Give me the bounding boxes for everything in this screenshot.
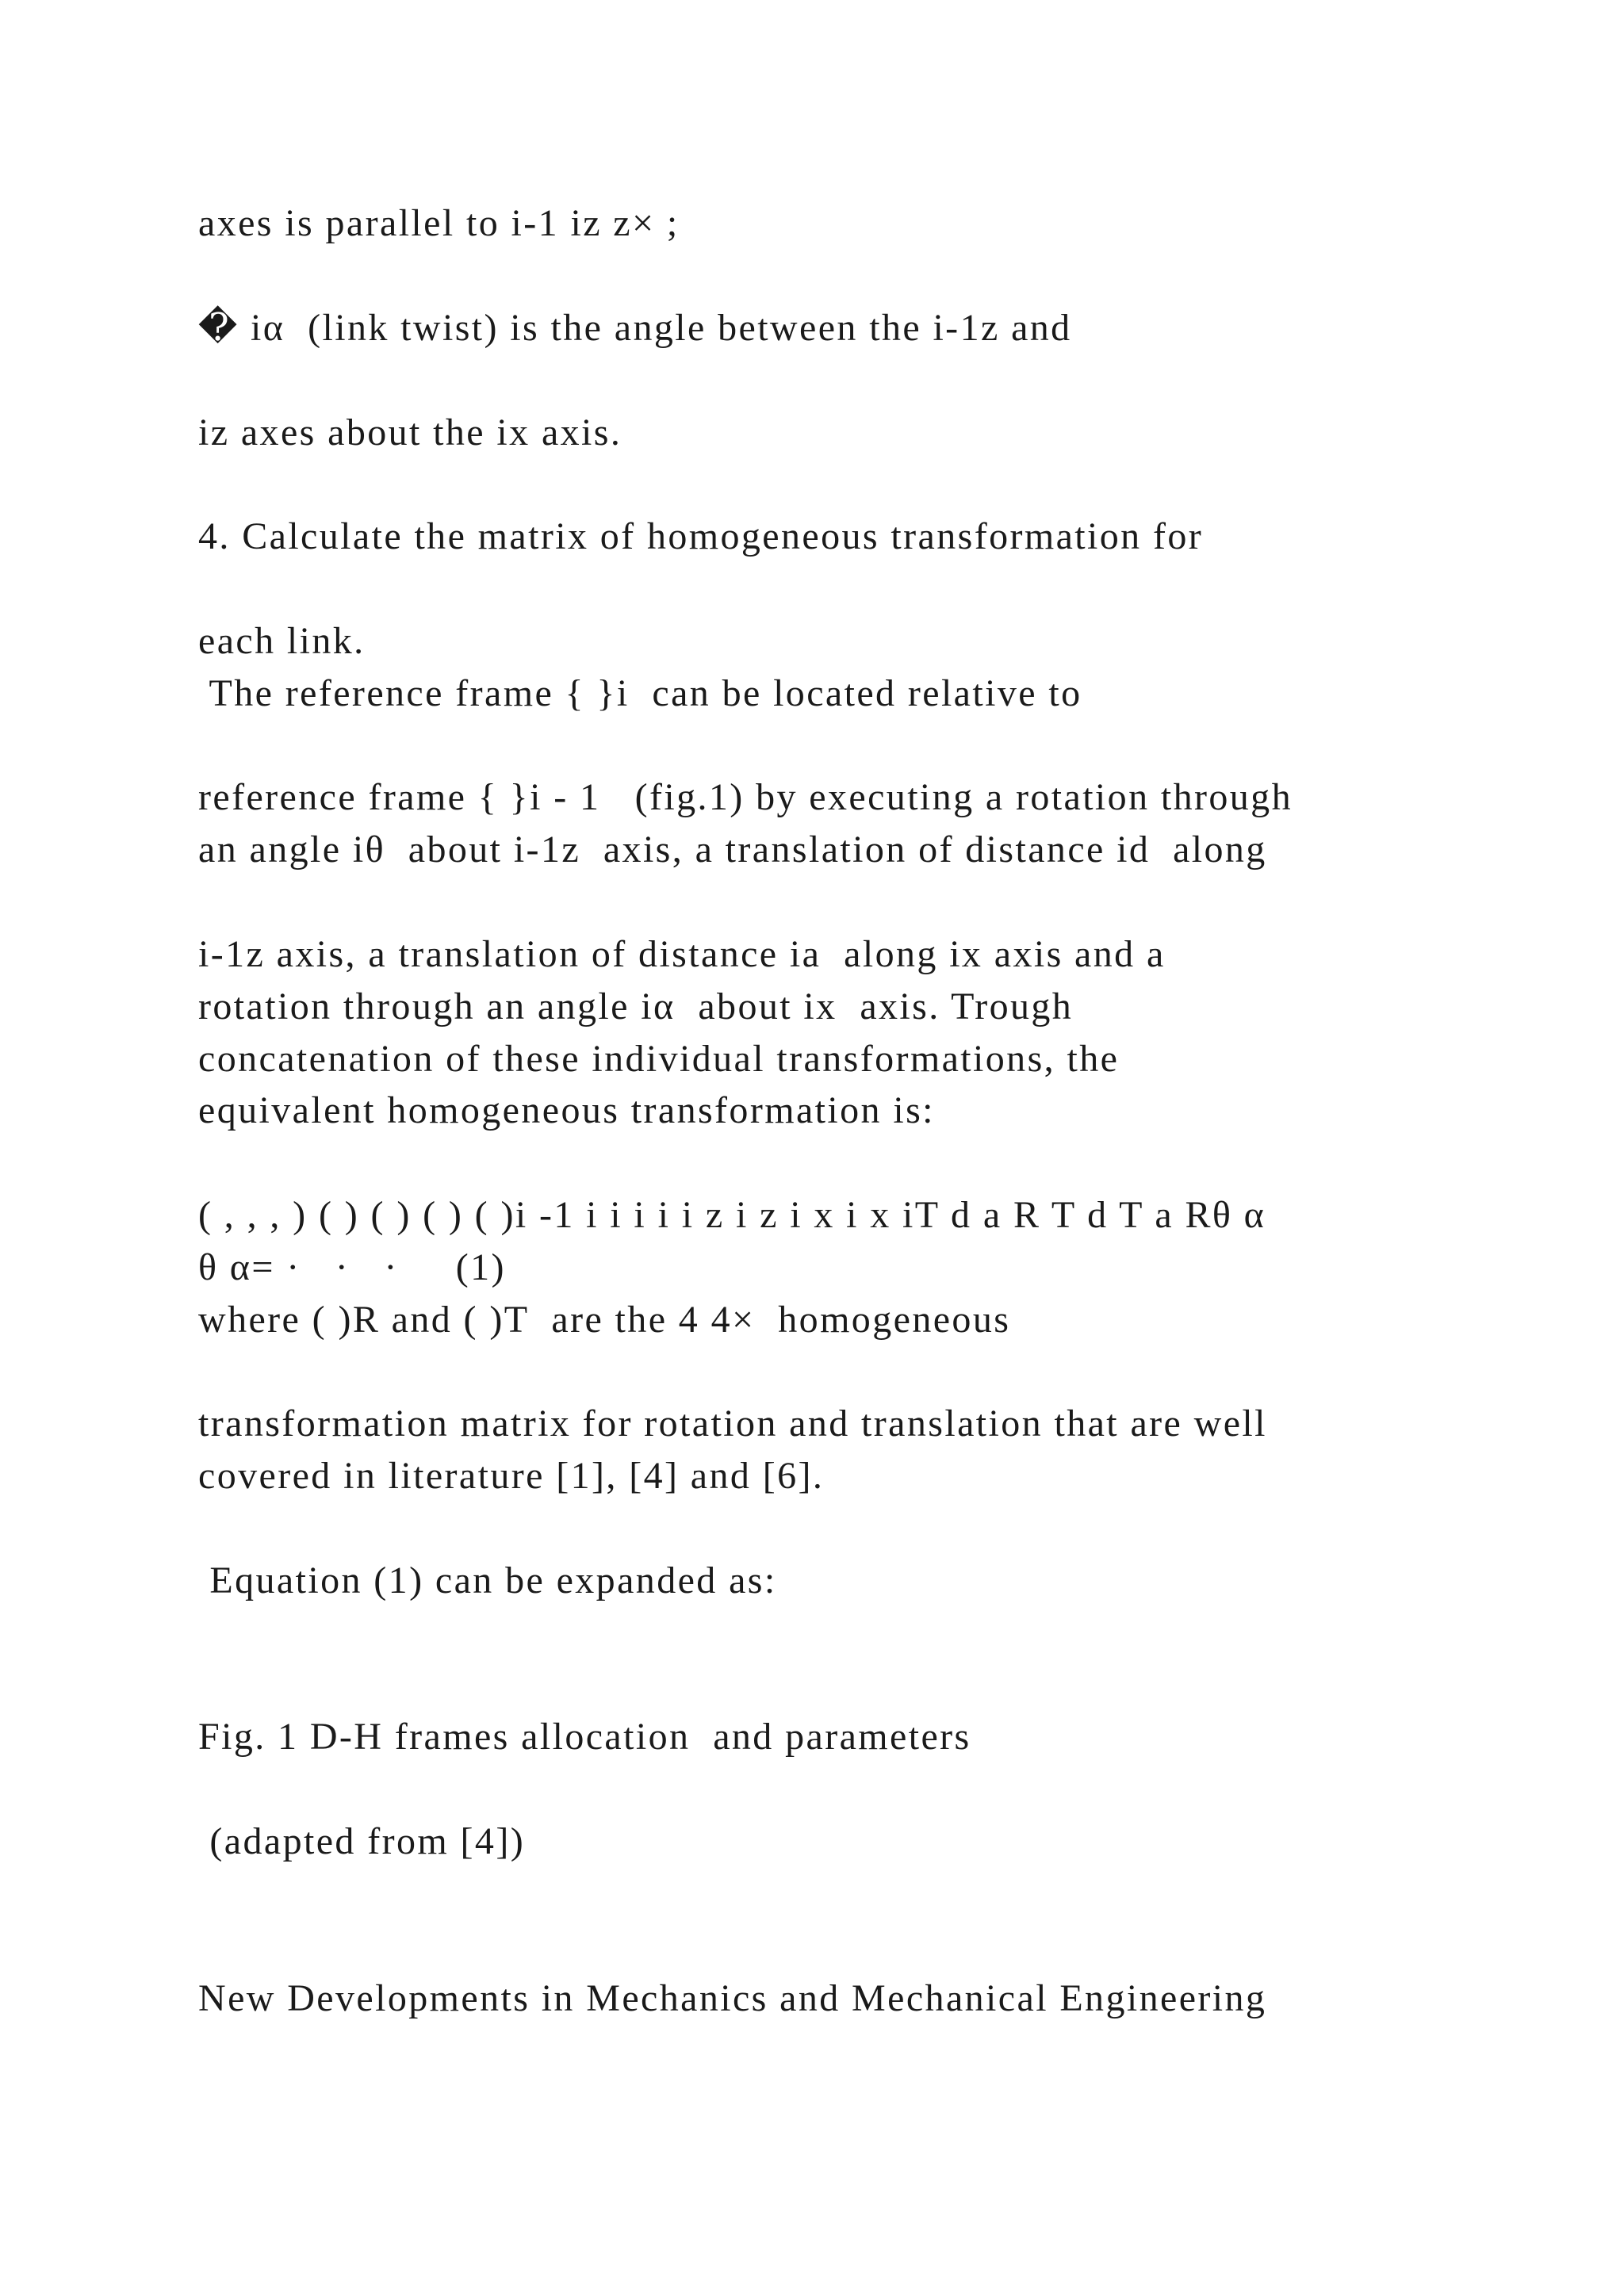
text-line: axes is parallel to i-1 iz z× ; — [198, 202, 680, 244]
text-line: reference frame { }i - 1 (fig.1) by executing a rotation through — [198, 776, 1293, 818]
text-line: covered in literature [1], [4] and [6]. — [198, 1455, 825, 1497]
text-line: each link. — [198, 620, 366, 662]
equation-line: θ α= · · · (1) — [198, 1246, 506, 1288]
figure-caption-source: (adapted from [4]) — [198, 1820, 526, 1862]
text-line: concatenation of these individual transformations, the — [198, 1038, 1120, 1080]
text-line: Equation (1) can be expanded as: — [198, 1559, 777, 1601]
text-line: an angle iθ about i-1z axis, a translation of distance id along — [198, 828, 1267, 871]
text-line: where ( )R and ( )T are the 4 4× homogeneous — [198, 1299, 1011, 1341]
text-line: i-1z axis, a translation of distance ia along ix axis and a — [198, 933, 1166, 975]
equation-line: ( , , , ) ( ) ( ) ( ) ( )i -1 i i i i i z i z i x i x iT d a R T d T a Rθ α — [198, 1194, 1266, 1236]
text-line: equivalent homogeneous transformation is: — [198, 1089, 935, 1131]
text-line: transformation matrix for rotation and translation that are well — [198, 1402, 1267, 1445]
text-line: � iα (link twist) is the angle between the i-1z and — [198, 307, 1072, 349]
text-line: rotation through an angle iα about ix axis. Trough — [198, 985, 1074, 1027]
figure-caption: Fig. 1 D-H frames allocation and parameters — [198, 1716, 971, 1758]
text-line: iz axes about the ix axis. — [198, 411, 622, 453]
text-line: The reference frame { }i can be located relative to — [198, 672, 1082, 714]
text-line: 4. Calculate the matrix of homogeneous transformation for — [198, 515, 1204, 557]
footer-text: New Developments in Mechanics and Mechanical Engineering — [198, 1977, 1267, 2019]
